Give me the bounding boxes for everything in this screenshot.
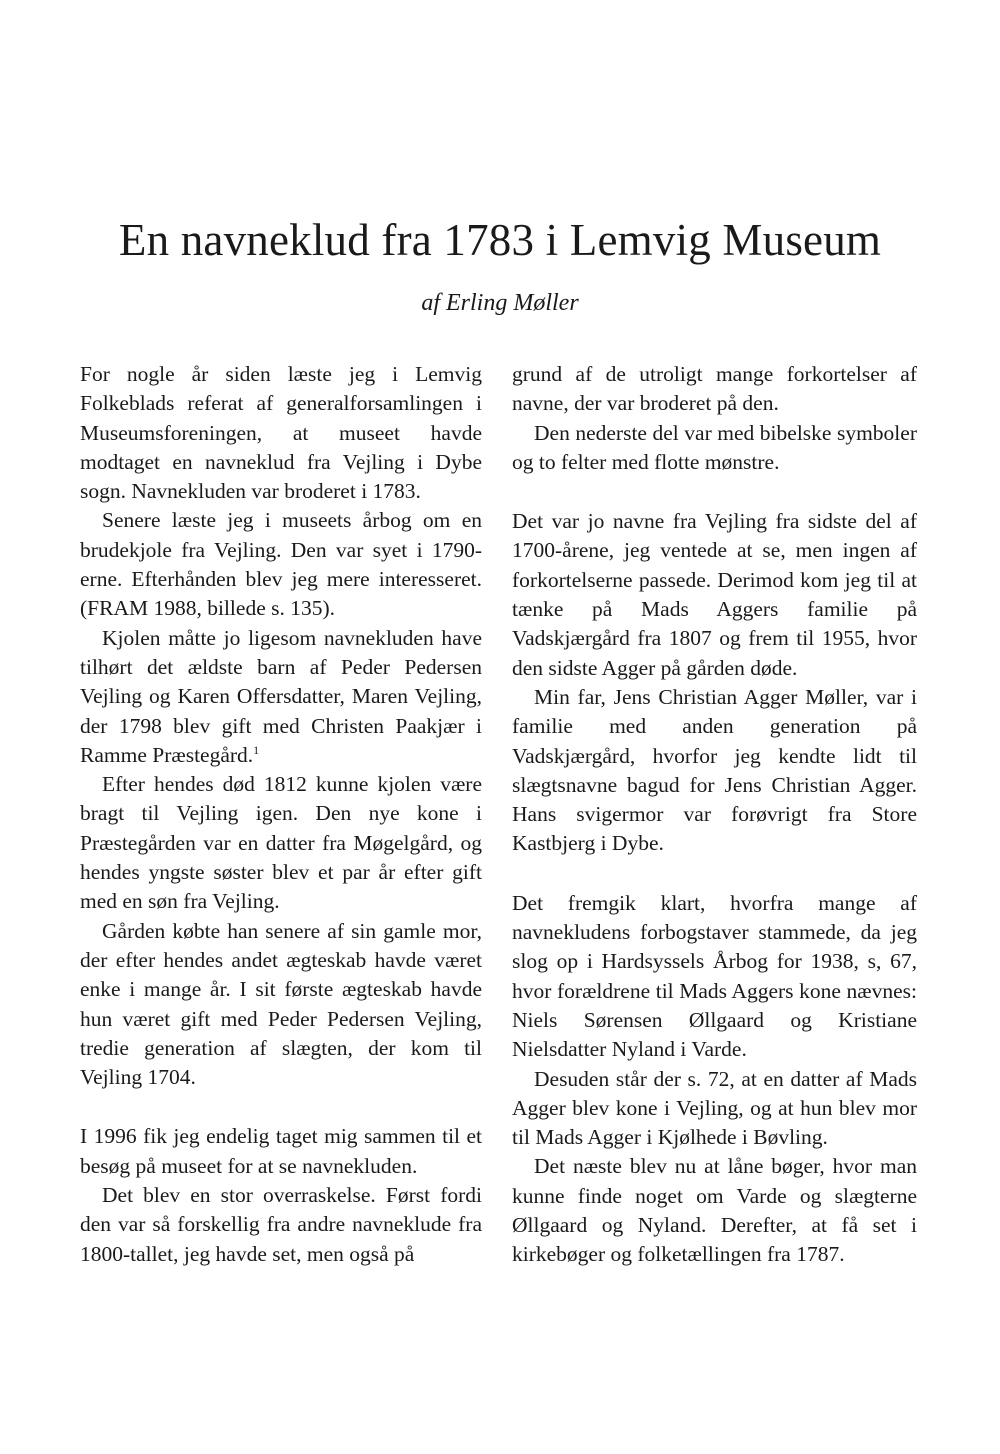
paragraph: Desuden står der s. 72, at en datter af Mads Agger blev kone i Vejling, og at hun blev mor til Mads Agger i Kjølhede i Bøvling. [512,1066,917,1150]
article-byline: af Erling Møller [421,290,579,316]
left-column [80,360,482,1269]
paragraph: For nogle år siden læste jeg i Lemvig Folkeblads referat af generalforsamlingen i Museumsforeningen, at museet havde modtaget en navneklud fra Vejling i Dybe sogn. Navnekluden var broderet i 1783. [80,362,482,504]
paragraph: Det blev en stor overraskelse. Først fordi den var så forskellig fra andre navneklude fra 1800-tallet, jeg havde set, men også på [80,1183,482,1266]
paragraph [80,624,482,770]
article-title: En navneklud fra 1783 i Lemvig Museum [118,215,882,265]
paragraph: I 1996 fik jeg endelig taget mig sammen til et besøg på museet for at se navnekluden. [80,1124,482,1178]
paragraph: Senere læste jeg i museets årbog om en brudekjole fra Vejling. Den var syet i 1790-erne. Efterhånden blev jeg mere interesseret. (FRAM 1988, billede s. 135). [80,508,482,621]
paragraph: Det fremgik klart, hvorfra mange af navnekludens forbogstaver stammede, da jeg slog op i Hardsyssels Årbog for 1938, s, 67, hvor forældrene til Mads Aggers kone nævnes: Niels Sørensen Øllgaard og Kristiane Nielsdatter Nyland i Varde. [512,890,917,1062]
paragraph: Efter hendes død 1812 kunne kjolen være bragt til Vejling igen. Den nye kone i Præstegården var en datter fra Møgelgård, og hendes yngste søster blev et par år efter gift med en søn fra Vejling. [80,772,482,914]
paragraph: grund af de utroligt mange forkortelser af navne, der var broderet på den. [512,362,917,416]
paragraph: Den nederste del var med bibelske symboler og to felter med flotte mønstre. [512,420,917,474]
paragraph: Det var jo navne fra Vejling fra sidste del af 1700-årene, jeg ventede at se, men ingen af forkortelserne passede. Derimod kom jeg til at tænke på Mads Aggers familie på Vadskjærgård fra 1807 og frem til 1955, hvor den sidste Agger på gården døde. [512,509,917,680]
paragraph: Min far, Jens Christian Agger Møller, var i familie med anden generation på Vadskjærgård, hvorfor jeg kendte lidt til slægtsnavne bagud for Jens Christian Agger. Hans svigermor var forøvrigt fra Store Kastbjerg i Dybe. [512,684,917,856]
right-column [512,360,917,1270]
paragraph-text: Kjolen måtte jo ligesom navnekluden have tilhørt det ældste barn af Peder Pedersen Vejling og Karen Offersdatter, Maren Vejling, der 1798 blev gift med Christen Paakjær i Ramme Præstegård. [80,625,482,767]
paragraph: Gården købte han senere af sin gamle mor, der efter hendes andet ægteskab havde været enke i mange år. I sit første ægteskab havde hun været gift med Peder Pedersen Vejling, tredie generation af slægten, der kom til Vejling 1704. [80,918,482,1090]
paragraph: Det næste blev nu at låne bøger, hvor man kunne finde noget om Varde og slægterne Øllgaard og Nyland. Derefter, at få set i kirkebøger og folketællingen fra 1787. [512,1154,917,1267]
footnote-marker: 1 [253,742,260,757]
